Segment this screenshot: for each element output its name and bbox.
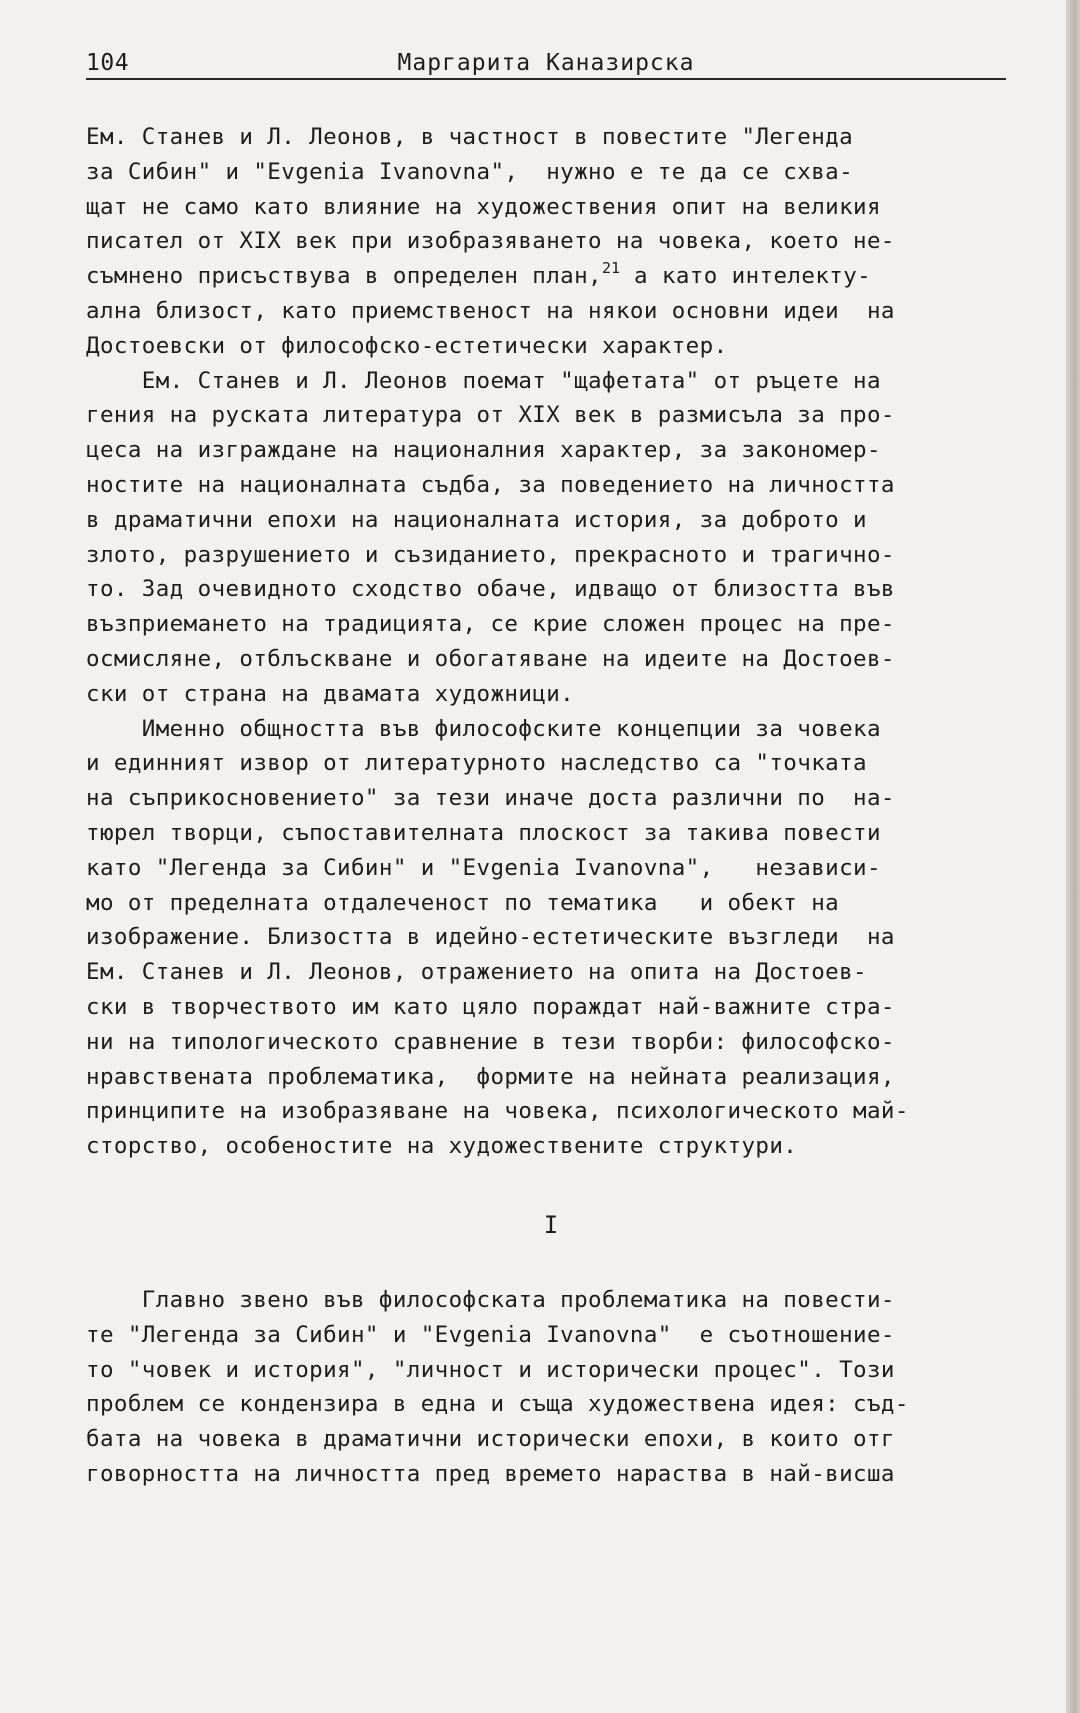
text-line: на съприкосновението" за тези иначе доста различни по на- — [86, 785, 895, 812]
text-line: за Сибин" и "Evgenia Ivanovna", нужно е те да се схва- — [86, 158, 854, 185]
running-title: Маргарита Каназирска — [397, 50, 695, 76]
text-line: ски в творчеството им като цяло пораждат най-важните стра- — [86, 993, 895, 1020]
page-header — [86, 48, 1006, 80]
text-line: Ем. Станев и Л. Леонов, в частност в повестите "Легенда — [86, 124, 854, 150]
footnote-reference: 21 — [602, 259, 621, 278]
main-text — [86, 120, 1016, 1164]
text-line: нравствената проблематика, формите на нейната реализация, — [86, 1063, 895, 1090]
text-line: то "човек и история", "личност и исторически процес". Този — [86, 1356, 895, 1383]
text-line: то. Зад очевидното сходство обаче, идващо от близостта във — [86, 576, 895, 603]
text-line: Ем. Станев и Л. Леонов, отражението на опита на Достоев- — [86, 959, 867, 986]
text-line: ностите на националната съдба, за поведението на личността — [86, 471, 895, 498]
text-line: Именно общността във философските концепции за човека — [86, 715, 881, 742]
text-line: Достоевски от философско-естетически характер. — [86, 332, 728, 359]
text-line: говорността на личността пред времето нараства в най-висша — [86, 1460, 895, 1487]
text-line: ни на типологическото сравнение в тези творби: философско- — [86, 1028, 895, 1055]
text-line: изображение. Близостта в идейно-естетическите възгледи на — [86, 924, 895, 951]
text-line-with-footnote — [86, 259, 1016, 294]
section-heading: I — [543, 1211, 559, 1239]
text-line: като "Легенда за Сибин" и "Evgenia Ivanovna", независи- — [86, 854, 881, 881]
text-line: проблем се кондензира в една и съща художествена идея: съд- — [86, 1391, 909, 1418]
text-line: злото, разрушението и съзиданието, прекрасното и трагично- — [86, 541, 895, 568]
text-line: в драматични епохи на националната история, за доброто и — [86, 506, 867, 533]
text-line: гения на руската литература от XIX век в размисъла за про- — [86, 402, 895, 429]
text-line: възприемането на традицията, се крие сложен процес на пре- — [86, 611, 895, 638]
text-line: Ем. Станев и Л. Леонов поемат "щафетата" от ръцете на — [86, 367, 881, 394]
text-segment: съмнено присъствува в определен план, — [86, 263, 603, 290]
section-text — [86, 1283, 1016, 1492]
page-number: 104 — [86, 50, 130, 76]
text-line: цеса на изграждане на националния характер, за закономер- — [86, 437, 881, 464]
text-line: принципите на изобразяване на човека, психологическото май- — [86, 1098, 909, 1125]
text-line: тюрел творци, съпоставителната плоскост за такива повести — [86, 819, 881, 846]
text-segment: а като интелекту- — [620, 263, 872, 290]
text-line: мо от пределната отдалеченост по тематика и обект на — [86, 889, 840, 916]
text-line: Главно звено във философската проблематика на повести- — [86, 1287, 895, 1313]
page-edge — [1066, 0, 1080, 1713]
text-line: писател от XIX век при изобразяването на човека, което не- — [86, 228, 895, 255]
text-line: те "Легенда за Сибин" и "Evgenia Ivanovna" е съотношение- — [86, 1321, 895, 1348]
text-line: сторство, особеностите на художествените структури. — [86, 1133, 798, 1160]
text-line: ална близост, като приемственост на някои основни идеи на — [86, 297, 895, 324]
text-line: щат не само като влияние на художествения опит на великия — [86, 193, 881, 220]
text-line: ски от страна на двамата художници. — [86, 680, 575, 707]
text-line: и единният извор от литературното наследство са "точката — [86, 750, 867, 777]
text-line: бата на човека в драматични исторически епохи, в които отг — [86, 1426, 895, 1453]
text-line: осмисляне, отблъскване и обогатяване на идеите на Достоев- — [86, 645, 895, 672]
